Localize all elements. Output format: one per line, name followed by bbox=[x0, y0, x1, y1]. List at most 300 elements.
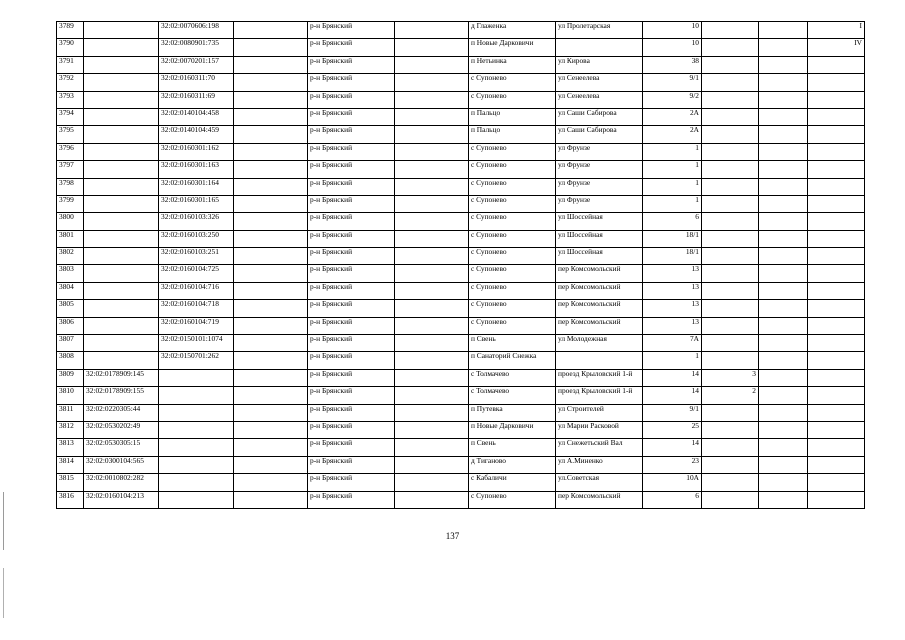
category-cell bbox=[808, 317, 865, 334]
cadastral-number-cell bbox=[84, 39, 159, 56]
value-cell bbox=[702, 108, 759, 125]
district-cell: р-н Брянский bbox=[308, 126, 395, 143]
cadastral-number-cell: 32:02:0010802:282 bbox=[84, 474, 159, 491]
scan-edge-mark bbox=[3, 568, 4, 618]
cadastral-number-cell: 32:02:0178909:145 bbox=[84, 369, 159, 386]
house-number-cell: 10 bbox=[643, 39, 702, 56]
empty-cell bbox=[234, 369, 308, 386]
empty-cell bbox=[759, 39, 808, 56]
row-number-cell: 3808 bbox=[57, 352, 84, 369]
empty-cell bbox=[234, 282, 308, 299]
table-row bbox=[57, 474, 865, 491]
house-number-cell: 6 bbox=[643, 213, 702, 230]
category-cell bbox=[808, 230, 865, 247]
district-cell: р-н Брянский bbox=[308, 456, 395, 473]
cadastral-number-alt-cell bbox=[159, 421, 234, 438]
empty-cell bbox=[234, 352, 308, 369]
street-cell: проезд Крыловский 1-й bbox=[556, 369, 643, 386]
table-row bbox=[57, 39, 865, 56]
street-cell bbox=[556, 352, 643, 369]
cadastral-number-alt-cell: 32:02:0140104:459 bbox=[159, 126, 234, 143]
cadastral-number-cell bbox=[84, 300, 159, 317]
row-number-cell: 3792 bbox=[57, 74, 84, 91]
category-cell bbox=[808, 74, 865, 91]
empty-cell bbox=[395, 404, 469, 421]
category-cell bbox=[808, 335, 865, 352]
category-cell bbox=[808, 195, 865, 212]
empty-cell bbox=[234, 404, 308, 421]
value-cell bbox=[702, 39, 759, 56]
empty-cell bbox=[395, 22, 469, 39]
house-number-cell: 9/1 bbox=[643, 404, 702, 421]
value-cell bbox=[702, 213, 759, 230]
street-cell: ул Фрунзе bbox=[556, 143, 643, 160]
table-row bbox=[57, 22, 865, 39]
cadastral-number-alt-cell: 32:02:0070606:198 bbox=[159, 22, 234, 39]
row-number-cell: 3805 bbox=[57, 300, 84, 317]
value-cell bbox=[702, 161, 759, 178]
house-number-cell: 6 bbox=[643, 491, 702, 508]
street-cell: ул Саши Сабирова bbox=[556, 108, 643, 125]
street-cell: ул Сенеелева bbox=[556, 74, 643, 91]
table-row bbox=[57, 439, 865, 456]
settlement-cell: с Супонево bbox=[469, 248, 556, 265]
empty-cell bbox=[395, 178, 469, 195]
value-cell bbox=[702, 178, 759, 195]
table-row bbox=[57, 56, 865, 73]
empty-cell bbox=[395, 335, 469, 352]
value-cell bbox=[702, 56, 759, 73]
settlement-cell: с Супонево bbox=[469, 213, 556, 230]
row-number-cell: 3795 bbox=[57, 126, 84, 143]
house-number-cell: 14 bbox=[643, 387, 702, 404]
empty-cell bbox=[395, 195, 469, 212]
settlement-cell: п Путевка bbox=[469, 404, 556, 421]
row-number-cell: 3802 bbox=[57, 248, 84, 265]
empty-cell bbox=[759, 126, 808, 143]
cadastral-number-alt-cell: 32:02:0160104:719 bbox=[159, 317, 234, 334]
district-cell: р-н Брянский bbox=[308, 56, 395, 73]
street-cell: ул Сенеелева bbox=[556, 91, 643, 108]
street-cell: ул Шоссейная bbox=[556, 248, 643, 265]
house-number-cell: 25 bbox=[643, 421, 702, 438]
value-cell bbox=[702, 126, 759, 143]
empty-cell bbox=[234, 456, 308, 473]
category-cell bbox=[808, 369, 865, 386]
cadastral-number-cell bbox=[84, 195, 159, 212]
cadastral-number-alt-cell bbox=[159, 491, 234, 508]
value-cell bbox=[702, 74, 759, 91]
empty-cell bbox=[759, 56, 808, 73]
district-cell: р-н Брянский bbox=[308, 404, 395, 421]
empty-cell bbox=[234, 335, 308, 352]
street-cell: ул Шоссейная bbox=[556, 213, 643, 230]
district-cell: р-н Брянский bbox=[308, 22, 395, 39]
house-number-cell: 14 bbox=[643, 369, 702, 386]
settlement-cell: с Супонево bbox=[469, 143, 556, 160]
empty-cell bbox=[759, 178, 808, 195]
street-cell: ул.Советская bbox=[556, 474, 643, 491]
settlement-cell: п Свень bbox=[469, 439, 556, 456]
settlement-cell: с Толмачево bbox=[469, 387, 556, 404]
category-cell: I bbox=[808, 22, 865, 39]
table-row bbox=[57, 421, 865, 438]
category-cell bbox=[808, 91, 865, 108]
district-cell: р-н Брянский bbox=[308, 91, 395, 108]
settlement-cell: п Свень bbox=[469, 335, 556, 352]
empty-cell bbox=[234, 178, 308, 195]
cadastral-number-cell: 32:02:0178909:155 bbox=[84, 387, 159, 404]
empty-cell bbox=[234, 317, 308, 334]
cadastral-number-alt-cell: 32:02:0150701:262 bbox=[159, 352, 234, 369]
table-row bbox=[57, 126, 865, 143]
table-row bbox=[57, 91, 865, 108]
value-cell: 3 bbox=[702, 369, 759, 386]
cadastral-number-alt-cell: 32:02:0160301:165 bbox=[159, 195, 234, 212]
settlement-cell: п Пальцо bbox=[469, 126, 556, 143]
empty-cell bbox=[395, 230, 469, 247]
district-cell: р-н Брянский bbox=[308, 74, 395, 91]
table-row bbox=[57, 491, 865, 508]
category-cell bbox=[808, 265, 865, 282]
empty-cell bbox=[759, 195, 808, 212]
empty-cell bbox=[759, 22, 808, 39]
empty-cell bbox=[395, 213, 469, 230]
cadastral-number-alt-cell: 32:02:0160104:716 bbox=[159, 282, 234, 299]
settlement-cell: д Глаженка bbox=[469, 22, 556, 39]
value-cell bbox=[702, 474, 759, 491]
empty-cell bbox=[395, 74, 469, 91]
registry-rows bbox=[57, 22, 865, 509]
cadastral-number-cell bbox=[84, 248, 159, 265]
settlement-cell: с Супонево bbox=[469, 195, 556, 212]
table-row bbox=[57, 213, 865, 230]
empty-cell bbox=[759, 143, 808, 160]
category-cell bbox=[808, 491, 865, 508]
empty-cell bbox=[234, 22, 308, 39]
empty-cell bbox=[234, 91, 308, 108]
house-number-cell: 9/2 bbox=[643, 91, 702, 108]
settlement-cell: с Супонево bbox=[469, 317, 556, 334]
table-row bbox=[57, 161, 865, 178]
empty-cell bbox=[234, 74, 308, 91]
empty-cell bbox=[395, 56, 469, 73]
empty-cell bbox=[234, 421, 308, 438]
street-cell: ул Саши Сабирова bbox=[556, 126, 643, 143]
category-cell: IV bbox=[808, 39, 865, 56]
row-number-cell: 3803 bbox=[57, 265, 84, 282]
table-row bbox=[57, 317, 865, 334]
row-number-cell: 3806 bbox=[57, 317, 84, 334]
empty-cell bbox=[395, 161, 469, 178]
value-cell bbox=[702, 22, 759, 39]
street-cell: пер Комсомольский bbox=[556, 317, 643, 334]
cadastral-number-cell bbox=[84, 161, 159, 178]
street-cell: пер Комсомольский bbox=[556, 282, 643, 299]
cadastral-number-cell bbox=[84, 230, 159, 247]
cadastral-number-alt-cell: 32:02:0160301:162 bbox=[159, 143, 234, 160]
empty-cell bbox=[234, 39, 308, 56]
empty-cell bbox=[395, 108, 469, 125]
category-cell bbox=[808, 108, 865, 125]
cadastral-number-cell bbox=[84, 213, 159, 230]
registry-table bbox=[56, 21, 865, 509]
row-number-cell: 3815 bbox=[57, 474, 84, 491]
row-number-cell: 3814 bbox=[57, 456, 84, 473]
table-row bbox=[57, 74, 865, 91]
street-cell: пер Комсомольский bbox=[556, 491, 643, 508]
table-row bbox=[57, 230, 865, 247]
cadastral-number-cell: 32:02:0160104:213 bbox=[84, 491, 159, 508]
value-cell bbox=[702, 282, 759, 299]
empty-cell bbox=[234, 56, 308, 73]
cadastral-number-alt-cell bbox=[159, 387, 234, 404]
category-cell bbox=[808, 300, 865, 317]
cadastral-number-alt-cell bbox=[159, 474, 234, 491]
cadastral-number-cell bbox=[84, 352, 159, 369]
district-cell: р-н Брянский bbox=[308, 300, 395, 317]
cadastral-number-alt-cell: 32:02:0160103:251 bbox=[159, 248, 234, 265]
settlement-cell: п Нетьинка bbox=[469, 56, 556, 73]
empty-cell bbox=[759, 213, 808, 230]
table-row bbox=[57, 178, 865, 195]
street-cell: ул А.Миненко bbox=[556, 456, 643, 473]
district-cell: р-н Брянский bbox=[308, 39, 395, 56]
settlement-cell: с Супонево bbox=[469, 91, 556, 108]
empty-cell bbox=[759, 456, 808, 473]
street-cell: ул Кирова bbox=[556, 56, 643, 73]
category-cell bbox=[808, 387, 865, 404]
empty-cell bbox=[395, 456, 469, 473]
district-cell: р-н Брянский bbox=[308, 317, 395, 334]
row-number-cell: 3794 bbox=[57, 108, 84, 125]
cadastral-number-cell bbox=[84, 126, 159, 143]
empty-cell bbox=[234, 126, 308, 143]
empty-cell bbox=[759, 282, 808, 299]
empty-cell bbox=[395, 474, 469, 491]
cadastral-number-cell bbox=[84, 74, 159, 91]
house-number-cell: 1 bbox=[643, 178, 702, 195]
street-cell: ул Молодежная bbox=[556, 335, 643, 352]
settlement-cell: с Кабаличи bbox=[469, 474, 556, 491]
cadastral-number-alt-cell: 32:02:0150101:1074 bbox=[159, 335, 234, 352]
cadastral-number-alt-cell: 32:02:0160301:164 bbox=[159, 178, 234, 195]
settlement-cell: с Супонево bbox=[469, 178, 556, 195]
district-cell: р-н Брянский bbox=[308, 439, 395, 456]
row-number-cell: 3796 bbox=[57, 143, 84, 160]
house-number-cell: 1 bbox=[643, 143, 702, 160]
row-number-cell: 3812 bbox=[57, 421, 84, 438]
house-number-cell: 13 bbox=[643, 300, 702, 317]
house-number-cell: 1 bbox=[643, 352, 702, 369]
empty-cell bbox=[759, 491, 808, 508]
cadastral-number-alt-cell: 32:02:0160311:70 bbox=[159, 74, 234, 91]
page-number: 137 bbox=[445, 531, 460, 541]
district-cell: р-н Брянский bbox=[308, 143, 395, 160]
district-cell: р-н Брянский bbox=[308, 195, 395, 212]
category-cell bbox=[808, 213, 865, 230]
row-number-cell: 3791 bbox=[57, 56, 84, 73]
house-number-cell: 18/1 bbox=[643, 230, 702, 247]
street-cell: ул Снежетьский Вал bbox=[556, 439, 643, 456]
cadastral-number-cell: 32:02:0300104:565 bbox=[84, 456, 159, 473]
empty-cell bbox=[395, 39, 469, 56]
row-number-cell: 3798 bbox=[57, 178, 84, 195]
empty-cell bbox=[759, 317, 808, 334]
district-cell: р-н Брянский bbox=[308, 108, 395, 125]
row-number-cell: 3809 bbox=[57, 369, 84, 386]
empty-cell bbox=[759, 300, 808, 317]
cadastral-number-alt-cell bbox=[159, 456, 234, 473]
empty-cell bbox=[234, 387, 308, 404]
house-number-cell: 2А bbox=[643, 108, 702, 125]
value-cell bbox=[702, 248, 759, 265]
value-cell bbox=[702, 317, 759, 334]
cadastral-number-cell bbox=[84, 56, 159, 73]
empty-cell bbox=[759, 161, 808, 178]
table-row bbox=[57, 248, 865, 265]
cadastral-number-alt-cell: 32:02:0160103:250 bbox=[159, 230, 234, 247]
district-cell: р-н Брянский bbox=[308, 178, 395, 195]
street-cell: ул Строителей bbox=[556, 404, 643, 421]
category-cell bbox=[808, 352, 865, 369]
street-cell: ул Фрунзе bbox=[556, 195, 643, 212]
street-cell: проезд Крыловский 1-й bbox=[556, 387, 643, 404]
cadastral-number-alt-cell bbox=[159, 404, 234, 421]
settlement-cell: п Новые Дарковичи bbox=[469, 39, 556, 56]
empty-cell bbox=[234, 230, 308, 247]
row-number-cell: 3801 bbox=[57, 230, 84, 247]
empty-cell bbox=[759, 248, 808, 265]
district-cell: р-н Брянский bbox=[308, 387, 395, 404]
street-cell: ул Фрунзе bbox=[556, 161, 643, 178]
cadastral-number-cell bbox=[84, 178, 159, 195]
category-cell bbox=[808, 248, 865, 265]
empty-cell bbox=[759, 439, 808, 456]
value-cell bbox=[702, 91, 759, 108]
cadastral-number-cell bbox=[84, 143, 159, 160]
settlement-cell: д Тиганово bbox=[469, 456, 556, 473]
house-number-cell: 2А bbox=[643, 126, 702, 143]
cadastral-number-alt-cell bbox=[159, 439, 234, 456]
value-cell bbox=[702, 421, 759, 438]
row-number-cell: 3793 bbox=[57, 91, 84, 108]
cadastral-number-alt-cell: 32:02:0160104:725 bbox=[159, 265, 234, 282]
row-number-cell: 3813 bbox=[57, 439, 84, 456]
settlement-cell: с Толмачево bbox=[469, 369, 556, 386]
value-cell bbox=[702, 143, 759, 160]
empty-cell bbox=[759, 387, 808, 404]
cadastral-number-alt-cell: 32:02:0070201:157 bbox=[159, 56, 234, 73]
empty-cell bbox=[395, 369, 469, 386]
empty-cell bbox=[395, 421, 469, 438]
table-row bbox=[57, 404, 865, 421]
cadastral-number-cell bbox=[84, 265, 159, 282]
value-cell bbox=[702, 195, 759, 212]
cadastral-number-alt-cell: 32:02:0160301:163 bbox=[159, 161, 234, 178]
empty-cell bbox=[759, 335, 808, 352]
empty-cell bbox=[395, 491, 469, 508]
value-cell bbox=[702, 491, 759, 508]
house-number-cell: 13 bbox=[643, 265, 702, 282]
table-row bbox=[57, 300, 865, 317]
district-cell: р-н Брянский bbox=[308, 161, 395, 178]
empty-cell bbox=[759, 74, 808, 91]
empty-cell bbox=[759, 108, 808, 125]
row-number-cell: 3790 bbox=[57, 39, 84, 56]
district-cell: р-н Брянский bbox=[308, 335, 395, 352]
empty-cell bbox=[395, 317, 469, 334]
table-row bbox=[57, 265, 865, 282]
cadastral-number-cell bbox=[84, 22, 159, 39]
cadastral-number-cell: 32:02:0220305:44 bbox=[84, 404, 159, 421]
district-cell: р-н Брянский bbox=[308, 282, 395, 299]
scan-edge-mark bbox=[3, 492, 4, 550]
category-cell bbox=[808, 421, 865, 438]
empty-cell bbox=[759, 404, 808, 421]
street-cell: ул Марии Расковой bbox=[556, 421, 643, 438]
district-cell: р-н Брянский bbox=[308, 352, 395, 369]
cadastral-number-alt-cell: 32:02:0080901:735 bbox=[159, 39, 234, 56]
house-number-cell: 9/1 bbox=[643, 74, 702, 91]
empty-cell bbox=[759, 369, 808, 386]
street-cell: ул Пролетарская bbox=[556, 22, 643, 39]
cadastral-number-alt-cell bbox=[159, 369, 234, 386]
category-cell bbox=[808, 56, 865, 73]
house-number-cell: 10А bbox=[643, 474, 702, 491]
value-cell bbox=[702, 456, 759, 473]
cadastral-number-alt-cell: 32:02:0160104:718 bbox=[159, 300, 234, 317]
category-cell bbox=[808, 161, 865, 178]
category-cell bbox=[808, 456, 865, 473]
row-number-cell: 3789 bbox=[57, 22, 84, 39]
settlement-cell: с Супонево bbox=[469, 230, 556, 247]
house-number-cell: 13 bbox=[643, 282, 702, 299]
cadastral-number-alt-cell: 32:02:0140104:458 bbox=[159, 108, 234, 125]
house-number-cell: 7А bbox=[643, 335, 702, 352]
street-cell: пер Комсомольский bbox=[556, 265, 643, 282]
row-number-cell: 3807 bbox=[57, 335, 84, 352]
empty-cell bbox=[234, 195, 308, 212]
empty-cell bbox=[234, 161, 308, 178]
settlement-cell: с Супонево bbox=[469, 265, 556, 282]
table-row bbox=[57, 195, 865, 212]
cadastral-number-cell bbox=[84, 108, 159, 125]
empty-cell bbox=[234, 300, 308, 317]
settlement-cell: п Новые Дарковичи bbox=[469, 421, 556, 438]
table-row bbox=[57, 282, 865, 299]
cadastral-number-cell bbox=[84, 91, 159, 108]
row-number-cell: 3811 bbox=[57, 404, 84, 421]
value-cell bbox=[702, 230, 759, 247]
category-cell bbox=[808, 126, 865, 143]
value-cell bbox=[702, 439, 759, 456]
row-number-cell: 3810 bbox=[57, 387, 84, 404]
settlement-cell: с Супонево bbox=[469, 161, 556, 178]
empty-cell bbox=[395, 300, 469, 317]
category-cell bbox=[808, 474, 865, 491]
empty-cell bbox=[234, 213, 308, 230]
district-cell: р-н Брянский bbox=[308, 491, 395, 508]
settlement-cell: п Санаторий Снежка bbox=[469, 352, 556, 369]
empty-cell bbox=[234, 108, 308, 125]
settlement-cell: с Супонево bbox=[469, 491, 556, 508]
house-number-cell: 1 bbox=[643, 195, 702, 212]
empty-cell bbox=[759, 91, 808, 108]
value-cell bbox=[702, 352, 759, 369]
category-cell bbox=[808, 282, 865, 299]
empty-cell bbox=[395, 143, 469, 160]
